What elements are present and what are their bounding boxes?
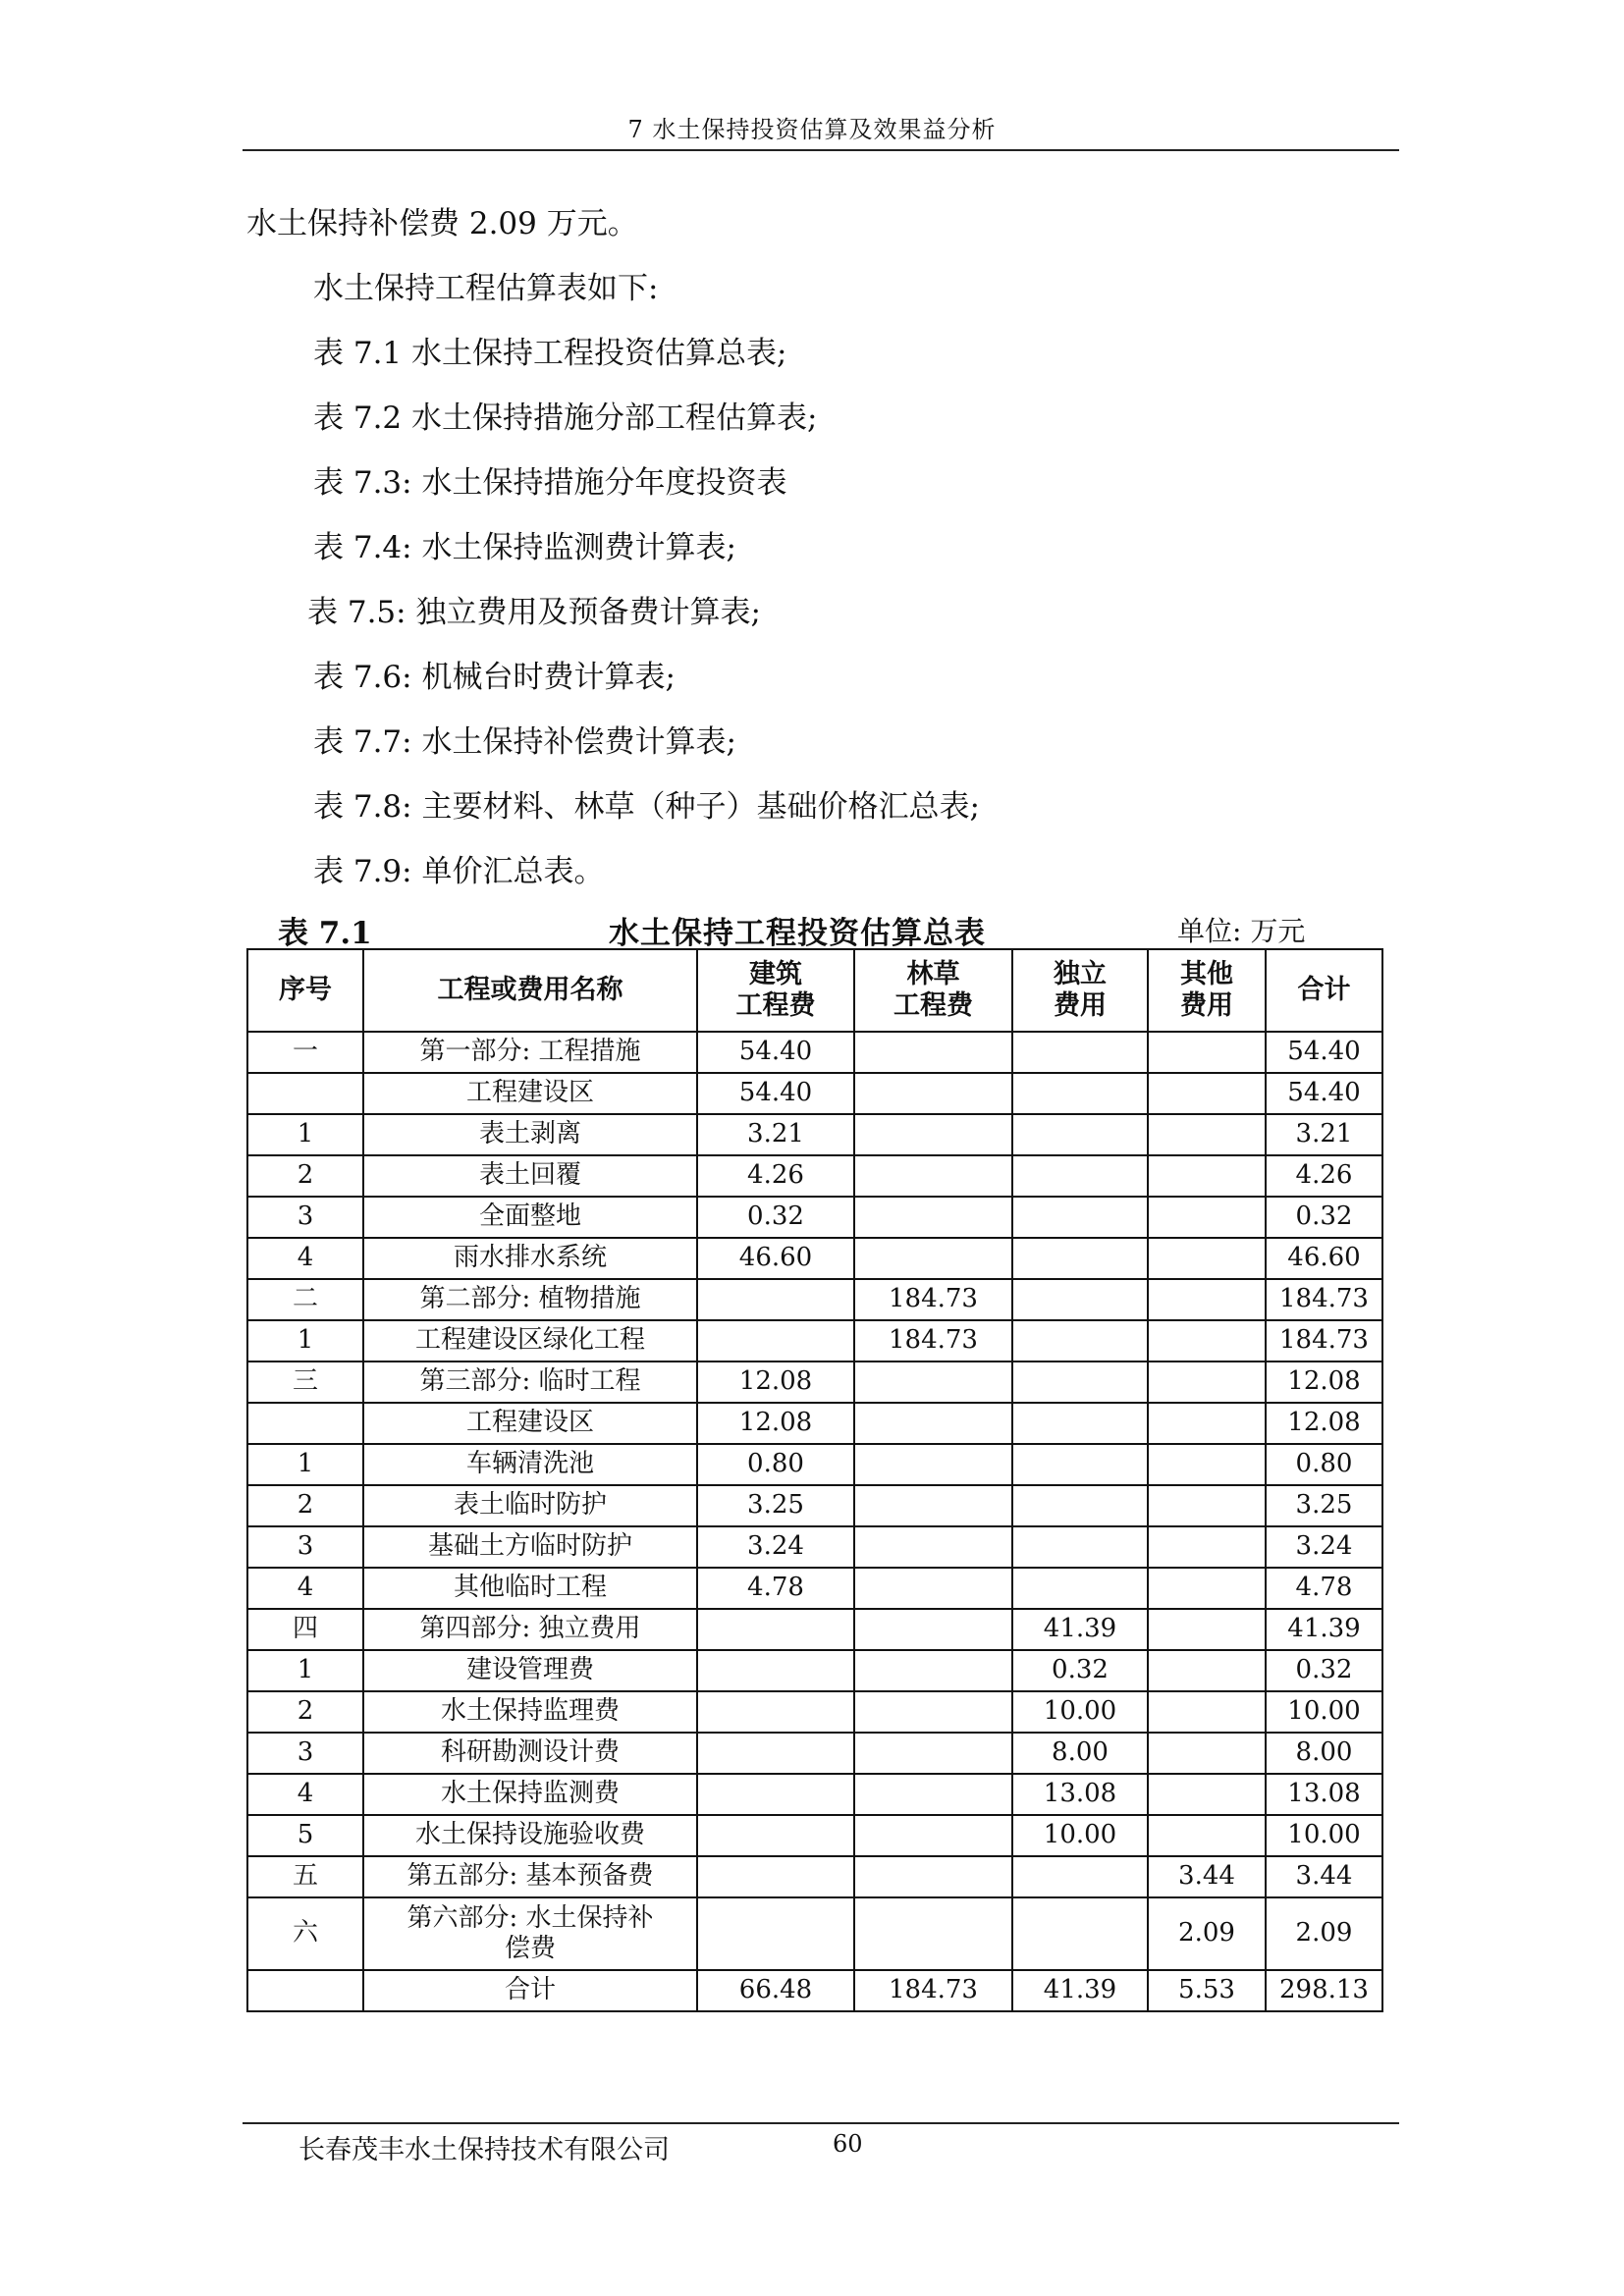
table-cell — [854, 1362, 1012, 1403]
table-cell: 12.08 — [1266, 1403, 1382, 1444]
table-cell — [1148, 1403, 1266, 1444]
table-cell — [1012, 1526, 1148, 1568]
table-cell — [1012, 1362, 1148, 1403]
table-cell: 2.09 — [1266, 1897, 1382, 1970]
table-cell: 4.78 — [1266, 1568, 1382, 1609]
table-cell: 1 — [247, 1114, 363, 1155]
table-cell: 2 — [247, 1155, 363, 1197]
table-row — [247, 1526, 1382, 1568]
table-cell: 13.08 — [1266, 1774, 1382, 1815]
table-cell — [697, 1279, 854, 1320]
table-row — [247, 1444, 1382, 1485]
table-cell — [1012, 1856, 1148, 1897]
table-cell: 第五部分: 基本预备费 — [363, 1856, 697, 1897]
table-cell: 六 — [247, 1897, 363, 1970]
column-header: 独立 费用 — [1012, 949, 1148, 1032]
table-cell — [1012, 1897, 1148, 1970]
table-cell: 0.32 — [1266, 1650, 1382, 1691]
table-cell — [1012, 1444, 1148, 1485]
table-cell — [854, 1403, 1012, 1444]
table-cell: 水土保持监理费 — [363, 1691, 697, 1733]
table-cell: 4.26 — [1266, 1155, 1382, 1197]
column-header: 工程或费用名称 — [363, 949, 697, 1032]
table-cell: 184.73 — [854, 1320, 1012, 1362]
table-cell — [1012, 1485, 1148, 1526]
table-cell: 12.08 — [697, 1403, 854, 1444]
table-cell: 四 — [247, 1609, 363, 1650]
table-row — [247, 1970, 1382, 2011]
table-row — [247, 1774, 1382, 1815]
table-cell: 建设管理费 — [363, 1650, 697, 1691]
table-cell: 2 — [247, 1691, 363, 1733]
table-cell: 54.40 — [697, 1032, 854, 1073]
table-cell: 184.73 — [1266, 1320, 1382, 1362]
table-cell — [1148, 1526, 1266, 1568]
table-cell — [854, 1733, 1012, 1774]
table-cell: 3.24 — [1266, 1526, 1382, 1568]
table-cell: 雨水排水系统 — [363, 1238, 697, 1279]
list-item: 表 7.2 水土保持措施分部工程估算表; — [313, 400, 818, 436]
table-cell: 54.40 — [1266, 1073, 1382, 1114]
table-row — [247, 1279, 1382, 1320]
table-cell: 第一部分: 工程措施 — [363, 1032, 697, 1073]
table-cell: 4 — [247, 1238, 363, 1279]
table-cell: 其他临时工程 — [363, 1568, 697, 1609]
table-cell: 工程建设区 — [363, 1403, 697, 1444]
table-row — [247, 1568, 1382, 1609]
table-cell: 0.32 — [697, 1197, 854, 1238]
table-cell: 46.60 — [1266, 1238, 1382, 1279]
table-cell — [1012, 1279, 1148, 1320]
table-cell: 41.39 — [1012, 1970, 1148, 2011]
table-cell: 表土临时防护 — [363, 1485, 697, 1526]
table-cell — [247, 1970, 363, 2011]
table-cell — [1148, 1815, 1266, 1856]
table-cell: 水土保持监测费 — [363, 1774, 697, 1815]
table-row — [247, 1856, 1382, 1897]
table-cell — [1148, 1073, 1266, 1114]
footer-company: 长春茂丰水土保持技术有限公司 — [298, 2135, 670, 2165]
table-cell: 表土剥离 — [363, 1114, 697, 1155]
table-row — [247, 1609, 1382, 1650]
investment-estimate-table — [246, 948, 1383, 2012]
table-cell: 12.08 — [697, 1362, 854, 1403]
table-row — [247, 1403, 1382, 1444]
table-cell — [854, 1032, 1012, 1073]
table-row — [247, 1733, 1382, 1774]
table-cell: 3.44 — [1148, 1856, 1266, 1897]
table-cell — [247, 1403, 363, 1444]
table-cell — [1012, 1568, 1148, 1609]
table-cell: 3.44 — [1266, 1856, 1382, 1897]
table-row — [247, 1485, 1382, 1526]
table-cell: 1 — [247, 1650, 363, 1691]
table-cell — [854, 1238, 1012, 1279]
table-unit: 单位: 万元 — [1177, 915, 1306, 947]
table-cell — [1148, 1197, 1266, 1238]
table-title: 水土保持工程投资估算总表 — [609, 916, 986, 951]
table-cell: 0.80 — [697, 1444, 854, 1485]
table-cell — [1012, 1403, 1148, 1444]
table-cell: 科研勘测设计费 — [363, 1733, 697, 1774]
table-body — [247, 1032, 1382, 2011]
table-cell: 66.48 — [697, 1970, 854, 2011]
table-cell — [854, 1073, 1012, 1114]
table-cell — [1012, 1114, 1148, 1155]
table-cell: 车辆清洗池 — [363, 1444, 697, 1485]
table-cell: 8.00 — [1012, 1733, 1148, 1774]
table-cell: 全面整地 — [363, 1197, 697, 1238]
table-cell — [697, 1650, 854, 1691]
table-cell: 5 — [247, 1815, 363, 1856]
table-cell: 五 — [247, 1856, 363, 1897]
table-cell: 基础土方临时防护 — [363, 1526, 697, 1568]
table-cell: 13.08 — [1012, 1774, 1148, 1815]
column-header: 序号 — [247, 949, 363, 1032]
table-cell — [1148, 1362, 1266, 1403]
list-item: 表 7.9: 单价汇总表。 — [313, 854, 605, 889]
table-cell — [1148, 1114, 1266, 1155]
column-header: 其他 费用 — [1148, 949, 1266, 1032]
table-cell — [854, 1691, 1012, 1733]
table-cell: 1 — [247, 1320, 363, 1362]
table-cell — [1148, 1609, 1266, 1650]
table-cell: 3.21 — [697, 1114, 854, 1155]
column-header: 建筑 工程费 — [697, 949, 854, 1032]
table-cell: 表土回覆 — [363, 1155, 697, 1197]
table-cell: 一 — [247, 1032, 363, 1073]
table-row — [247, 1320, 1382, 1362]
header-divider — [243, 149, 1399, 151]
table-cell — [697, 1774, 854, 1815]
table-cell: 10.00 — [1266, 1691, 1382, 1733]
footer-divider — [243, 2122, 1399, 2124]
table-cell — [1148, 1691, 1266, 1733]
table-row — [247, 1073, 1382, 1114]
table-cell — [247, 1073, 363, 1114]
table-cell: 54.40 — [697, 1073, 854, 1114]
list-item: 表 7.6: 机械台时费计算表; — [313, 660, 676, 695]
table-cell — [854, 1815, 1012, 1856]
table-cell: 10.00 — [1012, 1691, 1148, 1733]
table-cell: 298.13 — [1266, 1970, 1382, 2011]
table-cell: 12.08 — [1266, 1362, 1382, 1403]
column-header: 合计 — [1266, 949, 1382, 1032]
list-item: 表 7.1 水土保持工程投资估算总表; — [313, 336, 787, 371]
table-cell — [854, 1526, 1012, 1568]
table-cell: 46.60 — [697, 1238, 854, 1279]
table-cell — [1012, 1073, 1148, 1114]
table-cell: 10.00 — [1266, 1815, 1382, 1856]
table-cell — [854, 1650, 1012, 1691]
table-cell — [1148, 1032, 1266, 1073]
table-cell — [697, 1733, 854, 1774]
table-cell — [1148, 1155, 1266, 1197]
table-cell: 4.26 — [697, 1155, 854, 1197]
table-cell — [1012, 1032, 1148, 1073]
table-cell: 41.39 — [1012, 1609, 1148, 1650]
table-cell: 2.09 — [1148, 1897, 1266, 1970]
table-row — [247, 1691, 1382, 1733]
table-cell: 三 — [247, 1362, 363, 1403]
table-cell — [854, 1444, 1012, 1485]
table-cell: 0.80 — [1266, 1444, 1382, 1485]
list-item: 表 7.4: 水土保持监测费计算表; — [313, 530, 736, 565]
table-cell: 二 — [247, 1279, 363, 1320]
table-cell — [854, 1155, 1012, 1197]
table-cell: 5.53 — [1148, 1970, 1266, 2011]
table-cell: 3.21 — [1266, 1114, 1382, 1155]
table-cell — [1148, 1444, 1266, 1485]
table-cell: 8.00 — [1266, 1733, 1382, 1774]
table-cell: 工程建设区绿化工程 — [363, 1320, 697, 1362]
table-cell: 3 — [247, 1733, 363, 1774]
table-cell: 0.32 — [1266, 1197, 1382, 1238]
table-cell — [697, 1691, 854, 1733]
table-row — [247, 1815, 1382, 1856]
table-row — [247, 1238, 1382, 1279]
table-cell: 工程建设区 — [363, 1073, 697, 1114]
table-number: 表 7.1 — [278, 916, 372, 951]
table-cell: 第四部分: 独立费用 — [363, 1609, 697, 1650]
table-cell: 0.32 — [1012, 1650, 1148, 1691]
table-cell: 4 — [247, 1774, 363, 1815]
table-row — [247, 1362, 1382, 1403]
list-item: 表 7.5: 独立费用及预备费计算表; — [307, 595, 761, 630]
table-cell — [697, 1609, 854, 1650]
table-cell: 3.24 — [697, 1526, 854, 1568]
table-cell — [854, 1774, 1012, 1815]
table-cell: 3.25 — [1266, 1485, 1382, 1526]
table-header-row — [247, 949, 1382, 1032]
table-row — [247, 1114, 1382, 1155]
table-cell: 3 — [247, 1197, 363, 1238]
table-cell: 2 — [247, 1485, 363, 1526]
table-cell — [1012, 1197, 1148, 1238]
table-cell: 水土保持设施验收费 — [363, 1815, 697, 1856]
table-cell — [1148, 1485, 1266, 1526]
table-cell: 4.78 — [697, 1568, 854, 1609]
table-cell — [1148, 1238, 1266, 1279]
table-cell: 第六部分: 水土保持补 偿费 — [363, 1897, 697, 1970]
table-cell: 3 — [247, 1526, 363, 1568]
table-cell — [1148, 1774, 1266, 1815]
table-cell — [854, 1856, 1012, 1897]
table-row — [247, 1197, 1382, 1238]
table-cell — [854, 1485, 1012, 1526]
table-cell: 合计 — [363, 1970, 697, 2011]
table-cell: 3.25 — [697, 1485, 854, 1526]
list-item: 表 7.3: 水土保持措施分年度投资表 — [313, 465, 787, 501]
table-cell: 184.73 — [854, 1970, 1012, 2011]
table-cell — [854, 1114, 1012, 1155]
table-row — [247, 1650, 1382, 1691]
table-cell — [1148, 1733, 1266, 1774]
running-header: 7 水土保持投资估算及效果益分析 — [627, 116, 997, 143]
table-cell: 第二部分: 植物措施 — [363, 1279, 697, 1320]
table-cell — [697, 1815, 854, 1856]
table-row — [247, 1155, 1382, 1197]
column-header: 林草 工程费 — [854, 949, 1012, 1032]
list-item: 表 7.8: 主要材料、林草（种子）基础价格汇总表; — [313, 789, 980, 825]
table-cell: 10.00 — [1012, 1815, 1148, 1856]
table-cell — [1148, 1650, 1266, 1691]
table-cell: 第三部分: 临时工程 — [363, 1362, 697, 1403]
table-cell: 54.40 — [1266, 1032, 1382, 1073]
table-cell — [1012, 1320, 1148, 1362]
table-cell — [1012, 1238, 1148, 1279]
table-cell — [1012, 1155, 1148, 1197]
list-item: 表 7.7: 水土保持补偿费计算表; — [313, 724, 736, 760]
table-row — [247, 1032, 1382, 1073]
table-cell — [854, 1897, 1012, 1970]
table-cell — [854, 1568, 1012, 1609]
table-cell: 184.73 — [854, 1279, 1012, 1320]
table-cell — [1148, 1568, 1266, 1609]
table-cell — [854, 1609, 1012, 1650]
page-number: 60 — [833, 2130, 863, 2158]
table-cell: 184.73 — [1266, 1279, 1382, 1320]
table-cell — [697, 1320, 854, 1362]
table-cell: 41.39 — [1266, 1609, 1382, 1650]
table-cell — [1148, 1320, 1266, 1362]
table-cell: 4 — [247, 1568, 363, 1609]
table-row — [247, 1897, 1382, 1970]
table-cell — [1148, 1279, 1266, 1320]
table-cell: 1 — [247, 1444, 363, 1485]
paragraph-compensation-fee: 水土保持补偿费 2.09 万元。 — [246, 206, 638, 241]
table-cell — [854, 1197, 1012, 1238]
table-cell — [697, 1897, 854, 1970]
paragraph-intro: 水土保持工程估算表如下: — [313, 271, 659, 306]
table-cell — [697, 1856, 854, 1897]
